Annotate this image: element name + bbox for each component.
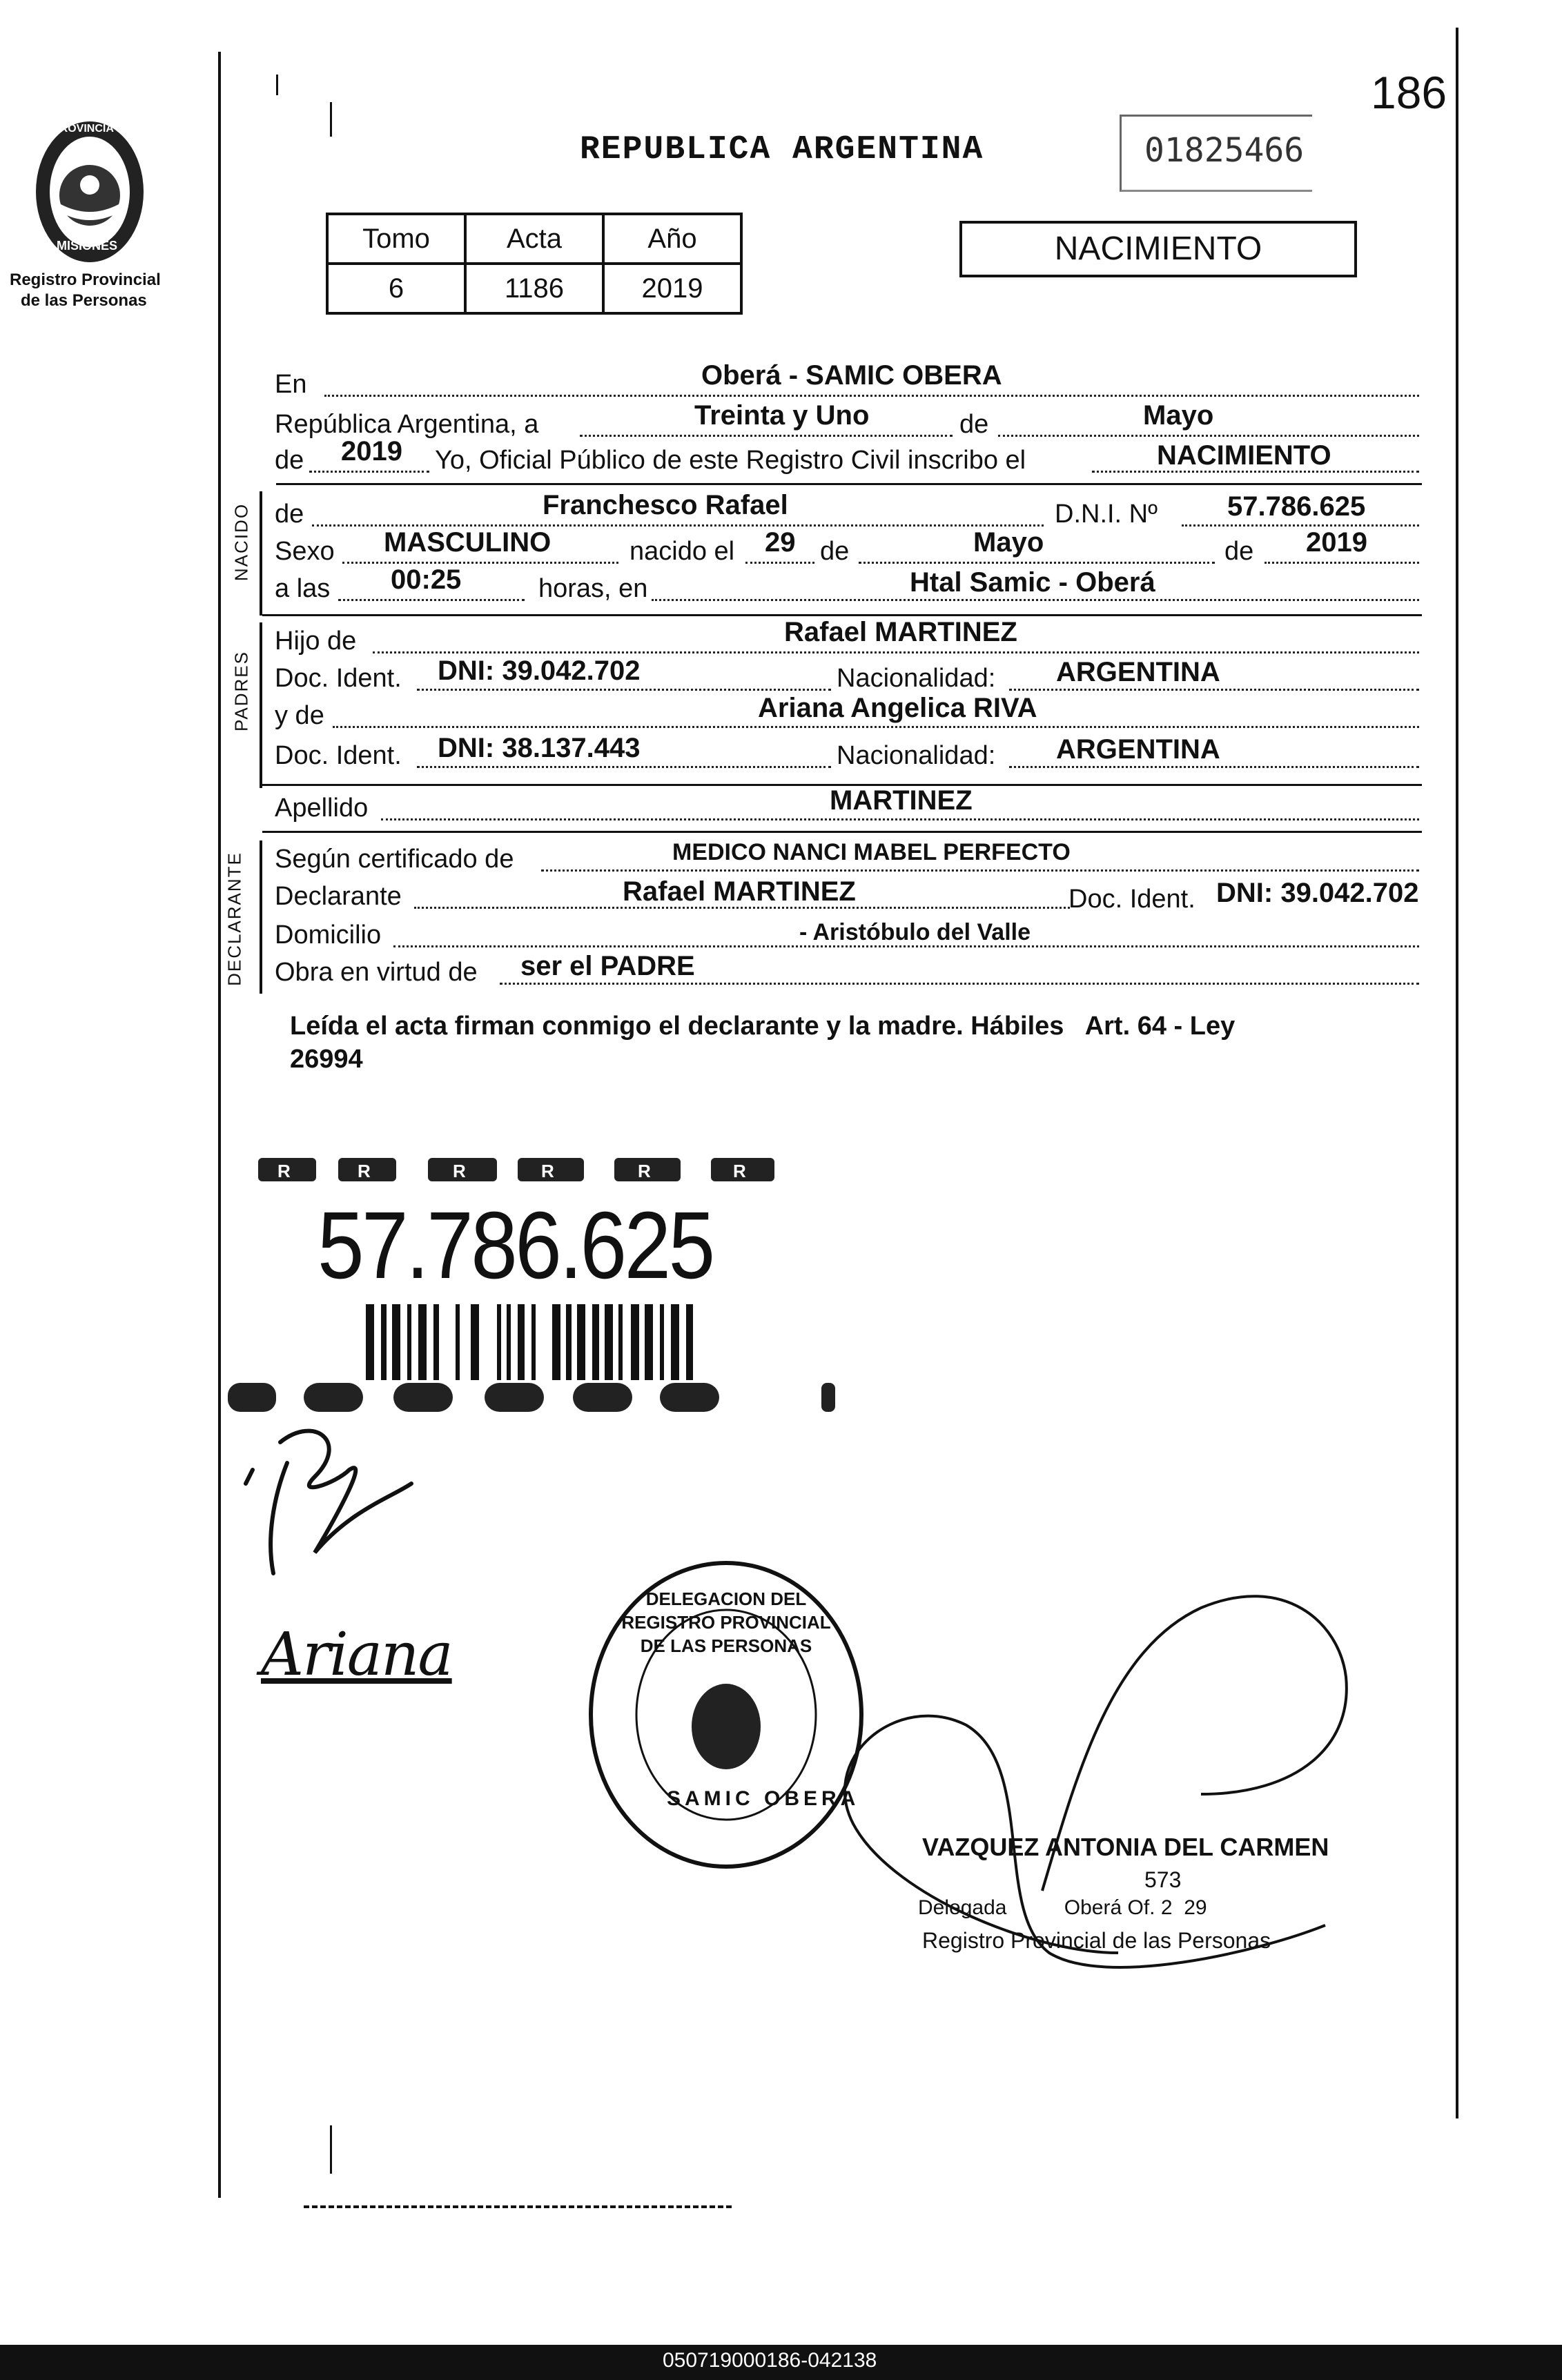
- republica-label: República Argentina, a: [275, 410, 539, 439]
- birth-place: Htal Samic - Oberá: [910, 567, 1155, 598]
- dots: [417, 766, 831, 768]
- obra-label: Obra en virtud de: [275, 958, 478, 987]
- birth-time: 00:25: [391, 564, 462, 595]
- dots: [541, 869, 1419, 872]
- mother-doc: DNI: 38.137.443: [438, 733, 641, 763]
- document-title: REPUBLICA ARGENTINA: [580, 131, 984, 168]
- table-value-row: [327, 264, 741, 313]
- nacido-de-label2: de: [820, 537, 850, 566]
- mother-doc-label: Doc. Ident.: [275, 741, 402, 770]
- serial-number: 01825466: [1144, 131, 1305, 170]
- nacido-section-label: NACIDO: [231, 502, 252, 582]
- act-type: NACIMIENTO: [1054, 230, 1262, 267]
- dots: [338, 599, 525, 601]
- birth-day: 29: [765, 527, 796, 558]
- margin-mark: [276, 75, 278, 95]
- dots: [1009, 766, 1419, 768]
- father-name: Rafael MARTINEZ: [784, 617, 1017, 647]
- table-value-ano: 2019: [603, 264, 741, 313]
- declarante-signature: [232, 1401, 453, 1580]
- cert-label: Según certificado de: [275, 845, 514, 874]
- mother-name: Ariana Angelica RIVA: [758, 693, 1037, 723]
- father-doc: DNI: 39.042.702: [438, 656, 641, 686]
- dots: [312, 524, 1044, 527]
- registry-name-line2: de las Personas: [21, 291, 147, 310]
- table-header-acta: Acta: [465, 214, 603, 264]
- official-line2: Delegada Oberá Of. 2 29: [918, 1896, 1207, 1919]
- dots: [333, 726, 1419, 728]
- en-label: En: [275, 370, 307, 399]
- footer-code: 050719000186-042138: [663, 2349, 877, 2372]
- mother-nat-label: Nacionalidad:: [837, 741, 996, 770]
- svg-text:R: R: [358, 1161, 371, 1181]
- closing-line1: Leída el acta firman conmigo el declarante y la madre. Hábiles Art. 64 - Ley: [290, 1012, 1236, 1041]
- dots: [381, 818, 1419, 820]
- y-de-label: y de: [275, 701, 324, 730]
- apellido-label: Apellido: [275, 794, 369, 823]
- official-line3: Registro Provincial de las Personas: [922, 1928, 1271, 1953]
- table-header-tomo: Tomo: [327, 214, 465, 264]
- official-code: 573: [1144, 1867, 1182, 1892]
- declarante-doc-label: Doc. Ident.: [1068, 885, 1195, 914]
- svg-text:R: R: [453, 1161, 466, 1181]
- domicilio-value: - Aristóbulo del Valle: [799, 919, 1031, 945]
- father-nat-label: Nacionalidad:: [837, 664, 996, 693]
- nacido-el-label: nacido el: [629, 537, 735, 566]
- sexo-value: MASCULINO: [384, 527, 551, 558]
- logo-seal-top-text: PROVINCIA DE: [52, 123, 132, 135]
- dots: [500, 983, 1419, 985]
- dots: [652, 599, 1419, 601]
- nacido-de-label3: de: [1224, 537, 1254, 566]
- table-value-acta: 1186: [465, 264, 603, 313]
- dots: [1009, 689, 1419, 691]
- stamp-center-text: SAMIC OBERA: [667, 1787, 860, 1810]
- domicilio-label: Domicilio: [275, 921, 382, 950]
- apellido-value: MARTINEZ: [830, 785, 973, 816]
- dots: [1182, 524, 1419, 527]
- sexo-label: Sexo: [275, 537, 335, 566]
- child-dni: 57.786.625: [1227, 491, 1366, 522]
- declarante-value: Rafael MARTINEZ: [623, 876, 856, 907]
- place-value: Oberá - SAMIC OBERA: [701, 360, 1002, 391]
- dots: [309, 471, 429, 473]
- svg-text:R: R: [638, 1161, 651, 1181]
- right-margin-line: [1456, 28, 1458, 2118]
- dots: [1265, 562, 1419, 564]
- declarante-doc: DNI: 39.042.702: [1216, 878, 1419, 908]
- declarante-label: Declarante: [275, 882, 402, 911]
- dots: [417, 689, 831, 691]
- margin-mark: [330, 2125, 332, 2174]
- act-type-box: [959, 221, 1357, 277]
- inscribed-value: NACIMIENTO: [1157, 440, 1331, 471]
- cert-value: MEDICO NANCI MABEL PERFECTO: [672, 839, 1071, 865]
- father-doc-label: Doc. Ident.: [275, 664, 402, 693]
- left-margin-line: [218, 52, 221, 2198]
- svg-text:R: R: [733, 1161, 746, 1181]
- stamp-ring-text: DELEGACION DEL REGISTRO PROVINCIAL DE LAS PERSONAS: [621, 1589, 831, 1656]
- obra-value: ser el PADRE: [520, 951, 695, 981]
- dots: [324, 395, 1419, 397]
- separator: [276, 483, 1422, 485]
- month-value: Mayo: [1143, 400, 1214, 431]
- de-year-label: de: [275, 446, 304, 475]
- section-bar: [260, 622, 262, 788]
- separator: [262, 614, 1422, 616]
- table-header-row: [327, 214, 741, 264]
- day-value: Treinta y Uno: [694, 400, 870, 431]
- margin-mark: [330, 102, 332, 137]
- dots: [373, 651, 1419, 653]
- separator: [262, 831, 1422, 833]
- birth-year: 2019: [1306, 527, 1367, 558]
- dots: [998, 435, 1419, 437]
- logo-seal-bottom-text: MISIONES: [57, 239, 118, 253]
- page-number: 186: [1371, 67, 1447, 118]
- mother-nationality: ARGENTINA: [1056, 734, 1220, 765]
- dots: [342, 562, 618, 564]
- registry-name-line1: Registro Provincial: [10, 271, 161, 289]
- a-las-label: a las: [275, 574, 331, 603]
- section-bar: [260, 840, 262, 994]
- barcode-number: 57.786.625: [318, 1192, 713, 1299]
- barcode-sticker: [228, 1145, 842, 1415]
- declarante-section-label: DECLARANTE: [224, 852, 245, 986]
- table-value-tomo: 6: [327, 264, 465, 313]
- dots: [580, 435, 953, 437]
- de-label: de: [959, 410, 989, 439]
- dni-label: D.N.I. Nº: [1055, 500, 1158, 529]
- padres-section-label: PADRES: [231, 651, 252, 731]
- bottom-dash-line: [304, 2205, 732, 2211]
- dots: [745, 562, 814, 564]
- birth-month: Mayo: [973, 527, 1044, 558]
- father-nationality: ARGENTINA: [1056, 657, 1220, 687]
- barcode-bars: [366, 1304, 780, 1380]
- svg-text:R: R: [277, 1161, 291, 1181]
- tomo-acta-ano-table: [326, 213, 743, 315]
- closing-line2: 26994: [290, 1045, 363, 1074]
- security-pattern-top: [228, 1145, 842, 1187]
- mother-signature: Ariana: [261, 1620, 452, 1689]
- year-value: 2019: [341, 436, 402, 466]
- yo-text: Yo, Oficial Público de este Registro Civil inscribo el: [435, 446, 1026, 475]
- horas-label: horas, en: [538, 574, 648, 603]
- section-bar: [260, 491, 262, 616]
- child-name: Franchesco Rafael: [543, 490, 788, 520]
- official-name: VAZQUEZ ANTONIA DEL CARMEN: [922, 1833, 1329, 1861]
- table-header-ano: Año: [603, 214, 741, 264]
- hijo-de-label: Hijo de: [275, 627, 357, 656]
- dots: [859, 562, 1215, 564]
- nacido-de-label: de: [275, 500, 304, 529]
- svg-text:R: R: [541, 1161, 554, 1181]
